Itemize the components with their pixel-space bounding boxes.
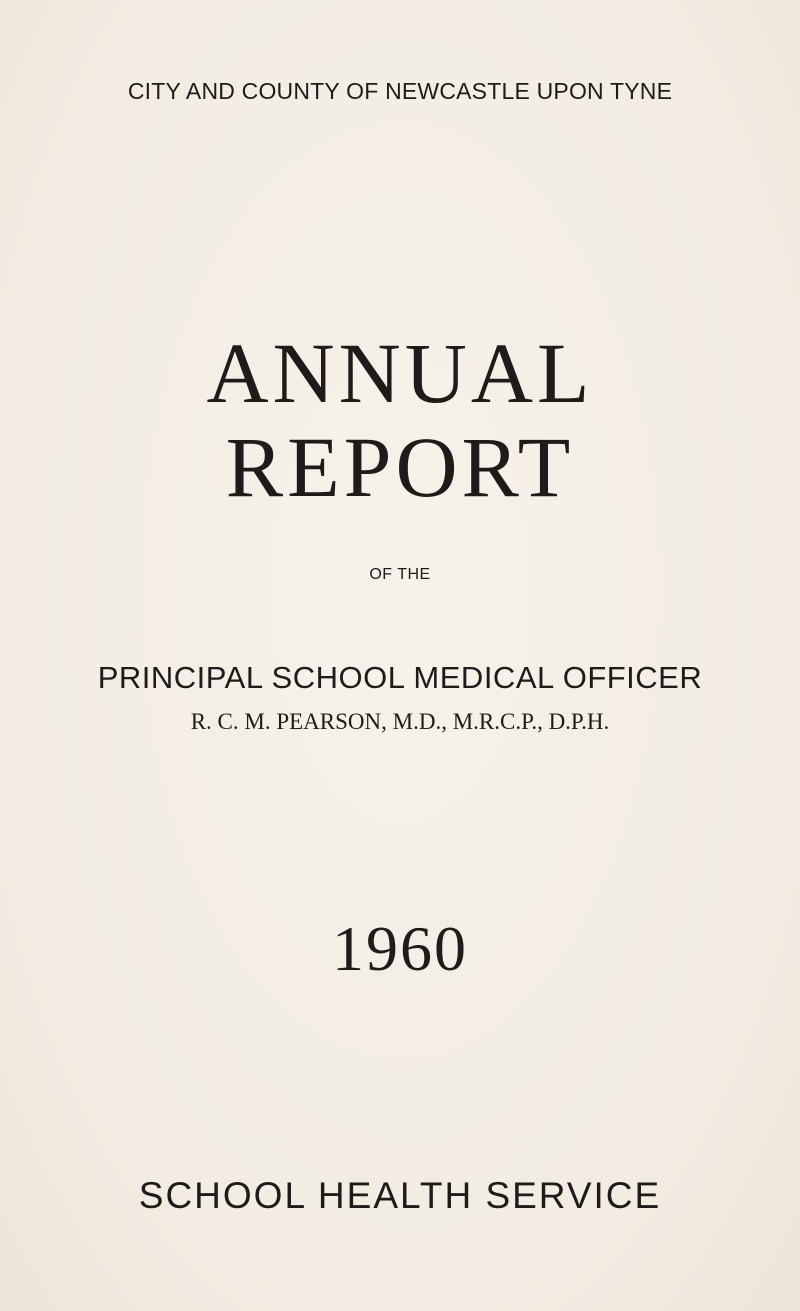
of-the-label: OF THE — [369, 566, 431, 583]
report-title-annual: ANNUAL — [206, 325, 594, 421]
report-year: 1960 — [332, 913, 468, 984]
officer-title: PRINCIPAL SCHOOL MEDICAL OFFICER — [97, 660, 703, 695]
service-name: SCHOOL HEALTH SERVICE — [138, 1175, 662, 1216]
officer-name: R. C. M. PEARSON, M.D., M.R.C.P., D.P.H. — [190, 709, 610, 734]
issuing-authority: CITY AND COUNTY OF NEWCASTLE UPON TYNE — [127, 78, 673, 104]
report-title-report: REPORT — [225, 419, 575, 515]
